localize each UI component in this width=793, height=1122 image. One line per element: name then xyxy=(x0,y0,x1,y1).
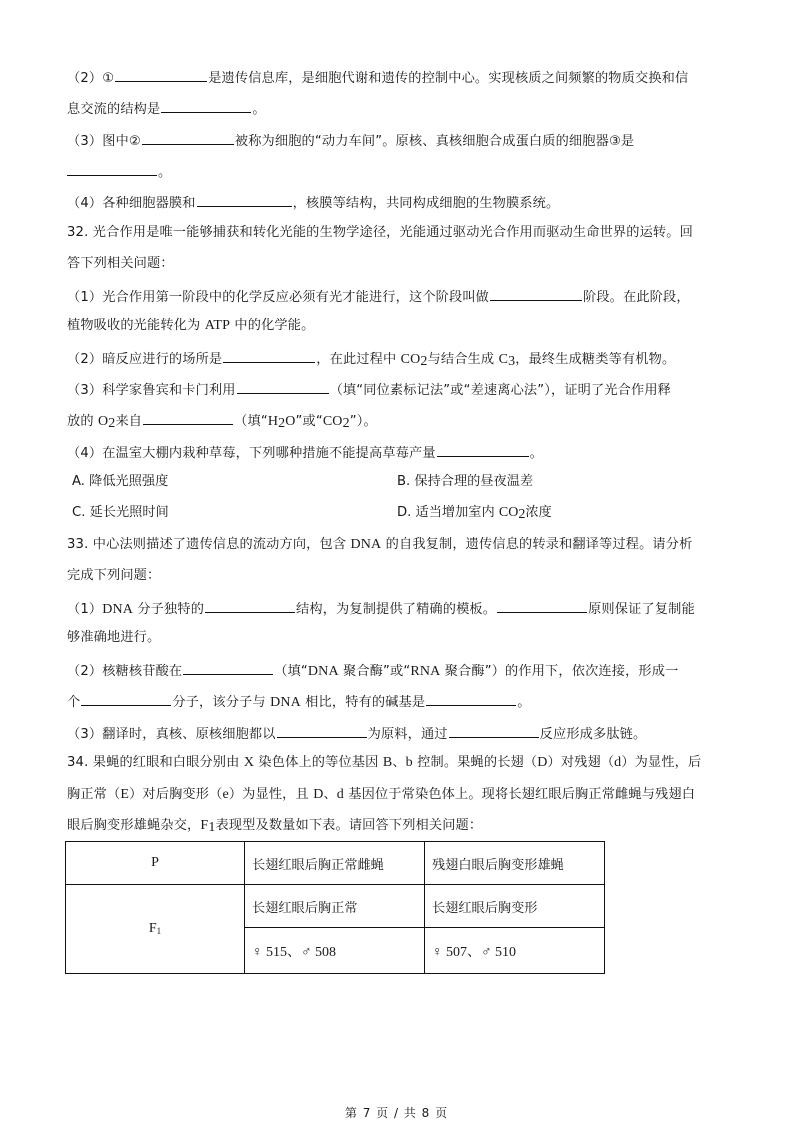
text: 2 xyxy=(108,416,116,431)
text: （1）光合作用第一阶段中的化学反应必须有光才能进行，这个阶段叫做 xyxy=(67,290,489,305)
text: ，在此过程中 xyxy=(316,352,401,367)
answer-blank xyxy=(205,598,295,613)
text: 是遗传信息库，是细胞代谢和遗传的控制中心。实现核质之间频繁的物质交换和信 xyxy=(208,71,689,86)
answer-blank xyxy=(490,286,582,301)
text: d xyxy=(614,755,622,770)
text: 聚合酶”）的作用下，依次连接，形成一 xyxy=(440,664,679,679)
q31-part2-line2 xyxy=(67,98,266,119)
f1-count-1: ♀ 515、♂ 508 xyxy=(245,928,425,974)
option-b: B. 保持合理的昼夜温差 xyxy=(397,474,534,489)
text: 植物吸收的光能转化为 xyxy=(67,318,205,333)
text: CO xyxy=(322,414,343,429)
text: 34. 果蝇的红眼和白眼分别由 xyxy=(67,755,244,770)
cross-results-table xyxy=(65,841,605,974)
q32-part4-line1 xyxy=(67,442,543,463)
text: ）为显性，且 xyxy=(228,787,314,802)
text: B xyxy=(382,755,393,770)
text: 表现型及数量如下表。请回答下列相关问题： xyxy=(215,818,483,833)
text: 、 xyxy=(323,787,337,802)
q32-part2-line1 xyxy=(67,348,675,369)
text: （填“ xyxy=(234,414,268,429)
text: 阶段。在此阶段， xyxy=(583,290,690,305)
q34-stem-line2 xyxy=(67,786,695,804)
text: 个 xyxy=(67,695,81,710)
text: （3）图中② xyxy=(67,134,141,149)
table-row xyxy=(66,842,605,885)
text: 33. 中心法则描述了遗传信息的流动方向，包含 xyxy=(67,537,351,552)
text: （2）① xyxy=(67,71,115,86)
answer-blank xyxy=(67,161,157,176)
q31-part4-line1 xyxy=(67,192,559,213)
text: 的自我复制，遗传信息的转录和翻译等过程。请分析 xyxy=(381,537,693,552)
q31-part3-line1 xyxy=(67,130,634,151)
option-d xyxy=(397,504,552,522)
q32-part1-line2 xyxy=(67,317,314,335)
text: 1 xyxy=(208,820,216,835)
f1-phenotype-2: 长翅红眼后胸变形 xyxy=(425,885,605,928)
text: 。 xyxy=(529,446,543,461)
p-female-cell: 长翅红眼后胸正常雌蝇 xyxy=(245,842,425,885)
answer-blank xyxy=(437,442,529,457)
q33-stem-line1 xyxy=(67,536,692,554)
q31-part3-line2 xyxy=(67,161,171,182)
text: 1 xyxy=(156,926,162,936)
q33-part3-line1 xyxy=(67,723,646,744)
text: 基因位于常染色体上。现将长翅红眼后胸正常雌蝇与残翅白 xyxy=(343,787,696,802)
answer-blank xyxy=(115,67,207,82)
text: X xyxy=(243,755,255,770)
text: C xyxy=(498,352,509,367)
text: ）对后胸变形（ xyxy=(129,787,223,802)
text: H xyxy=(267,414,279,429)
text: DNA xyxy=(102,602,133,617)
text: CO xyxy=(498,505,519,520)
option-c: C. 延长光照时间 xyxy=(72,505,169,520)
q32-stem-line2: 答下列相关问题： xyxy=(67,256,174,271)
answer-blank xyxy=(183,660,273,675)
text: 中的化学能。 xyxy=(230,318,315,333)
answer-blank xyxy=(497,598,587,613)
text: 浓度 xyxy=(525,505,552,520)
answer-blank xyxy=(449,723,539,738)
q33-part1-line1 xyxy=(67,598,695,619)
header-f1 xyxy=(66,885,245,974)
f1-count-2: ♀ 507、♂ 510 xyxy=(425,928,605,974)
text: 3 xyxy=(508,354,516,369)
q33-part1-line2: 够准确地进行。 xyxy=(67,630,161,645)
text: O xyxy=(285,414,296,429)
text: D xyxy=(313,787,324,802)
text: 被称为细胞的“动力车间”。原核、真核细胞合成蛋白质的细胞器③是 xyxy=(234,134,635,149)
text: 相比，特有的碱基是 xyxy=(300,695,426,710)
text: DNA xyxy=(350,537,382,552)
text: 息交流的结构是 xyxy=(67,102,161,117)
text: 原则保证了复制能 xyxy=(588,602,695,617)
answer-blank xyxy=(277,723,367,738)
text: （填“同位素标记法”或“差速离心法”），证明了光合作用释 xyxy=(329,383,672,398)
text: ”）。 xyxy=(349,414,377,429)
text: 。 xyxy=(158,165,172,180)
q34-stem-line1 xyxy=(67,754,701,772)
text: ”或“ xyxy=(295,414,323,429)
text: d xyxy=(336,787,344,802)
text: 结构，为复制提供了精确的模板。 xyxy=(296,602,497,617)
text: 2 xyxy=(278,416,286,431)
answer-blank xyxy=(143,410,233,425)
text: ATP xyxy=(204,318,231,333)
text: F xyxy=(148,921,157,936)
text: E xyxy=(120,787,130,802)
text: DNA xyxy=(270,695,301,710)
text: （2）暗反应进行的场所是 xyxy=(67,352,223,367)
answer-blank xyxy=(223,348,315,363)
q33-stem-line2: 完成下列问题： xyxy=(67,568,161,583)
text: （2）核糖核苷酸在 xyxy=(67,664,183,679)
text: b xyxy=(405,755,413,770)
header-p: P xyxy=(66,842,245,885)
q32-part3-line2 xyxy=(67,410,377,431)
text: 与结合生成 xyxy=(427,352,499,367)
text: 染色体上的等位基因 xyxy=(254,755,383,770)
q32-part3-line1 xyxy=(67,379,671,400)
page-footer: 第 7 页 / 共 8 页 xyxy=(344,1106,449,1120)
text: 胸正常（ xyxy=(67,787,121,802)
option-a: A. 降低光照强度 xyxy=(72,474,169,489)
text: D. 适当增加室内 xyxy=(397,505,499,520)
text: ）对残翅（ xyxy=(547,755,615,770)
q34-stem-line3 xyxy=(67,817,482,835)
text: 2 xyxy=(342,416,350,431)
q33-part2-line2 xyxy=(67,691,531,712)
text: 来自 xyxy=(115,414,143,429)
text: 放的 xyxy=(67,414,99,429)
q32-part1-line1 xyxy=(67,286,690,307)
text: 2 xyxy=(518,507,526,522)
text: ）为显性，后 xyxy=(621,755,702,770)
answer-blank xyxy=(81,691,171,706)
text: （3）翻译时，真核、原核细胞都以 xyxy=(67,727,276,742)
answer-blank xyxy=(426,691,516,706)
text: 反应形成多肽链。 xyxy=(539,727,647,742)
text: 分子，该分子与 xyxy=(172,695,271,710)
text: （3）科学家鲁宾和卡门利用 xyxy=(67,383,236,398)
p-male-cell: 残翅白眼后胸变形雄蝇 xyxy=(425,842,605,885)
text: F xyxy=(200,818,209,833)
text: 、 xyxy=(392,755,406,770)
q33-part2-line1 xyxy=(67,660,678,681)
text: 控制。果蝇的长翅（ xyxy=(412,755,538,770)
text: 2 xyxy=(420,354,428,369)
f1-phenotype-1: 长翅红眼后胸正常 xyxy=(245,885,425,928)
text: D xyxy=(537,755,548,770)
q31-part2-line1 xyxy=(67,67,688,88)
text: e xyxy=(222,787,229,802)
text: 聚合酶”或“ xyxy=(338,664,411,679)
text: DNA xyxy=(307,664,339,679)
answer-blank xyxy=(161,98,251,113)
text: ，核膜等结构，共同构成细胞的生物膜系统。 xyxy=(292,196,560,211)
text: （1） xyxy=(67,602,103,617)
text: （4）在温室大棚内栽种草莓，下列哪种措施不能提高草莓产量 xyxy=(67,446,436,461)
answer-blank xyxy=(142,130,234,145)
text: （4）各种细胞器膜和 xyxy=(67,196,196,211)
text: RNA xyxy=(410,664,441,679)
text: O xyxy=(98,414,109,429)
table-row xyxy=(66,885,605,928)
text: ，最终生成糖类等有机物。 xyxy=(515,352,676,367)
text: 。 xyxy=(252,102,266,117)
answer-blank xyxy=(197,192,292,207)
text: 为原料，通过 xyxy=(367,727,448,742)
q32-stem-line1: 32. 光合作用是唯一能够捕获和转化光能的生物学途径，光能通过驱动光合作用而驱动生命世界的运转。回 xyxy=(67,225,693,240)
text: CO xyxy=(400,352,421,367)
text: 。 xyxy=(517,695,531,710)
text: 分子独特的 xyxy=(133,602,205,617)
text: （填“ xyxy=(274,664,308,679)
text: 眼后胸变形雄蝇杂交， xyxy=(67,818,201,833)
answer-blank xyxy=(237,379,329,394)
